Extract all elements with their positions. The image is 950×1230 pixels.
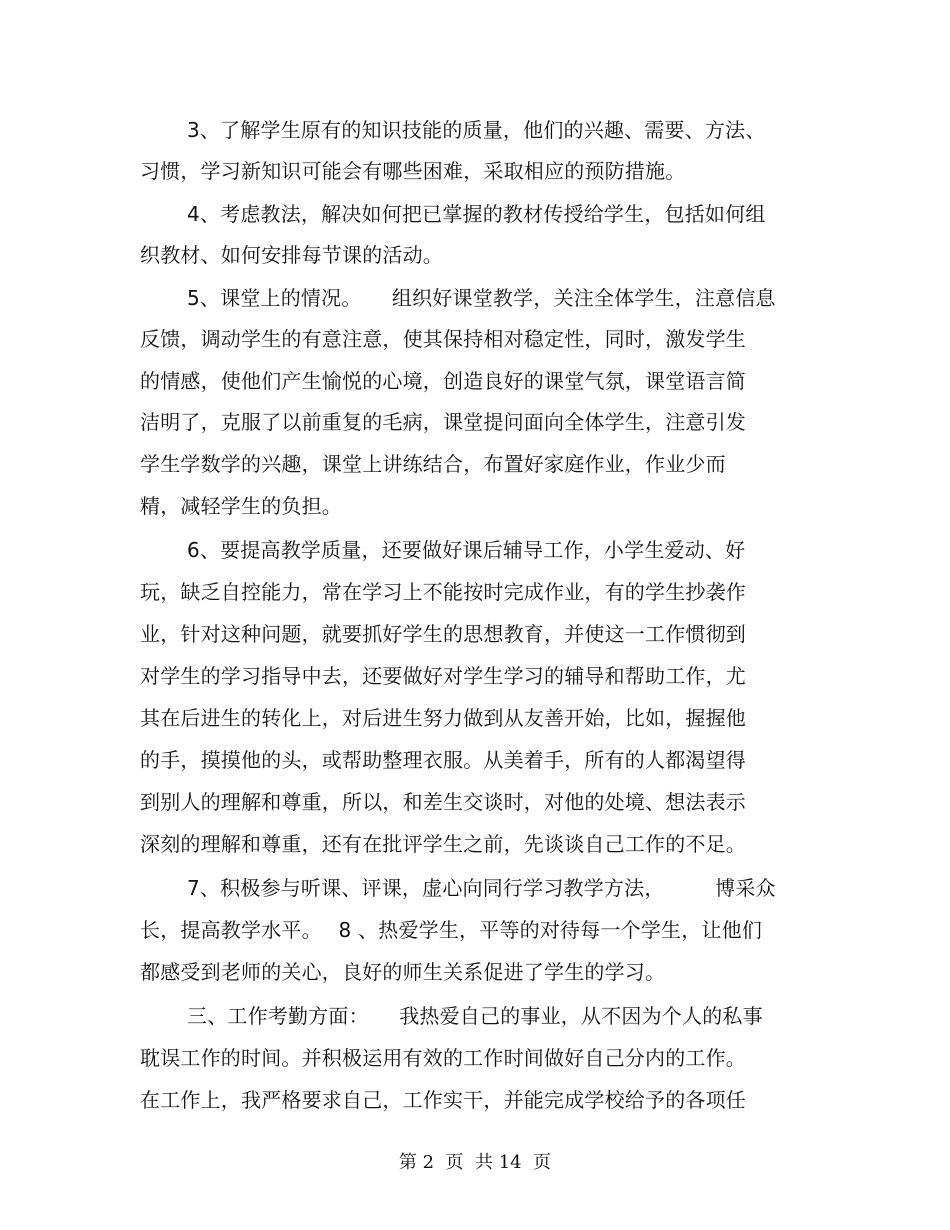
page-number-footer: 第 2 页 共 14 页: [398, 1152, 552, 1173]
paragraph-line: 长，提高教学水平。 8 、热爱学生，平等的对待每一个学生，让他们: [140, 918, 763, 942]
paragraph-line: 的手，摸摸他的头，或帮助整理衣服。从美着手，所有的人都渴望得: [140, 748, 746, 772]
paragraph-line: 7、积极参与听课、评课，虚心向同行学习教学方法， 博采众: [187, 876, 776, 900]
paragraph-line: 5、课堂上的情况。 组织好课堂教学，关注全体学生，注意信息: [187, 286, 776, 310]
paragraph-line: 3、了解学生原有的知识技能的质量，他们的兴趣、需要、方法、: [187, 118, 766, 142]
paragraph-line: 6、要提高教学质量，还要做好课后辅导工作，小学生爱动、好: [187, 538, 746, 562]
paragraph-line: 深刻的理解和尊重，还有在批评学生之前，先谈谈自己工作的不足。: [140, 832, 746, 856]
paragraph-line: 习惯，学习新知识可能会有哪些困难，采取相应的预防措施。: [140, 159, 686, 183]
paragraph-line: 的情感，使他们产生愉悦的心境，创造良好的课堂气氛，课堂语言简: [140, 369, 746, 393]
paragraph-line: 织教材、如何安排每节课的活动。: [140, 243, 443, 267]
paragraph-line: 对学生的学习指导中去，还要做好对学生学习的辅导和帮助工作，尤: [140, 664, 746, 688]
paragraph-line: 在工作上，我严格要求自己，工作实干，并能完成学校给予的各项任: [140, 1088, 746, 1112]
paragraph-line: 三、工作考勤方面： 我热爱自己的事业，从不因为个人的私事: [187, 1004, 763, 1028]
paragraph-line: 4、考虑教法，解决如何把已掌握的教材传授给学生，包括如何组: [187, 202, 766, 226]
paragraph-line: 精，减轻学生的负担。: [140, 494, 342, 518]
paragraph-line: 其在后进生的转化上，对后进生努力做到从友善开始，比如，握握他: [140, 706, 746, 730]
paragraph-line: 反馈，调动学生的有意注意，使其保持相对稳定性，同时，激发学生: [140, 327, 746, 351]
paragraph-line: 到别人的理解和尊重，所以，和差生交谈时，对他的处境、想法表示: [140, 790, 746, 814]
paragraph-line: 玩，缺乏自控能力，常在学习上不能按时完成作业，有的学生抄袭作: [140, 580, 746, 604]
paragraph-line: 学生学数学的兴趣，课堂上讲练结合，布置好家庭作业，作业少而: [140, 452, 726, 476]
paragraph-line: 都感受到老师的关心，良好的师生关系促进了学生的学习。: [140, 960, 666, 984]
paragraph-line: 洁明了，克服了以前重复的毛病，课堂提问面向全体学生，注意引发: [140, 410, 746, 434]
paragraph-line: 耽误工作的时间。并积极运用有效的工作时间做好自己分内的工作。: [140, 1046, 746, 1070]
paragraph-line: 业，针对这种问题，就要抓好学生的思想教育，并使这一工作惯彻到: [140, 622, 746, 646]
